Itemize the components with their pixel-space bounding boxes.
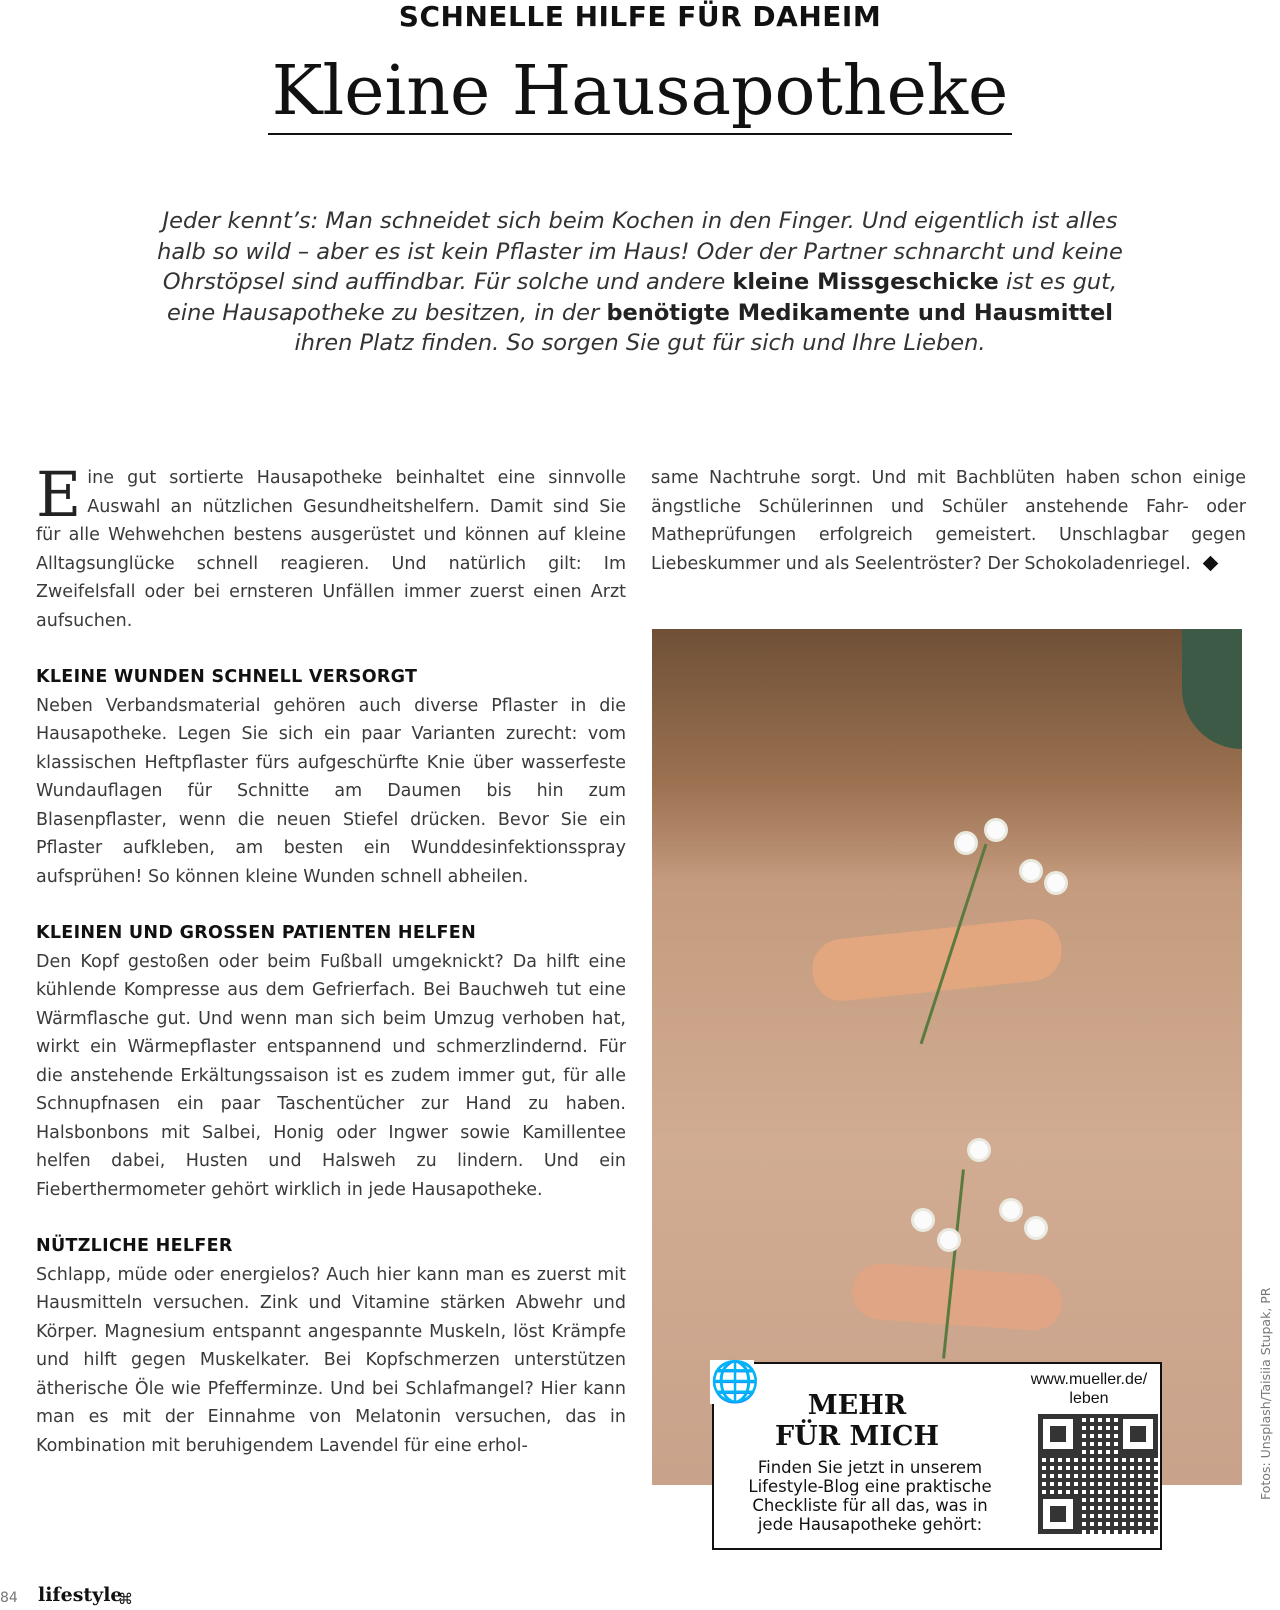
- lead-text: ine gut sortierte Hausapotheke beinhaltet eine sinnvolle Auswahl an nützlichen Gesundheitshelfern. Damit sind Sie für alle Wehwehchen bestens ausgerüstet und können auf kleine Alltagsunglücke schnell reagieren. Und natürlich gilt: Im Zweifelsfall oder bei ernsteren Unfällen immer zuerst einen Arzt aufsuchen.: [36, 468, 626, 631]
- blog-url-line: www.mueller.de/: [1030, 1371, 1148, 1388]
- section-text: Schlapp, müde oder energielos? Auch hier kann man es zuerst mit Hausmitteln versuchen. Zink und Vitamine stärken Abwehr und Körper. Magnesium entspannt angespannte Muskeln, löst Krämpfe und hilft gegen Muskelkater. Bei Kopfschmerzen unterstützen ätherische Öle wie Pfefferminze. Und bei Schlafmangel? Hier kann man es mit der Einnahme von Melatonin versuchen, das in Kombination mit beruhigendem Lavendel für eine erhol-: [36, 1264, 626, 1456]
- flower-stem: [942, 1169, 965, 1358]
- flower: [987, 821, 1005, 839]
- qr-finder: [1038, 1414, 1078, 1454]
- article-right-column: [651, 464, 1246, 578]
- photo-credit: Fotos: Unsplash/Taisiia Stupak, PR: [1258, 1287, 1273, 1500]
- intro-text-3: ihren Platz finden. So sorgen Sie gut für sich und Ihre Lieben.: [294, 330, 986, 356]
- section-heading: KLEINEN UND GROSSEN PATIENTEN HELFEN: [36, 923, 477, 943]
- continuation-text: same Nachtruhe sorgt. Und mit Bachblüten haben schon einige ängstliche Schülerinnen und Schüler anstehende Fahr- oder Matheprüfungen erfolgreich gemeistert. Unschlagbar gegen Liebeskummer und als Seelentröster? Der Schokoladenriegel.: [651, 468, 1246, 574]
- blog-link[interactable]: [1024, 1370, 1154, 1408]
- drop-cap: E: [36, 458, 82, 531]
- article-left-column: [36, 458, 626, 1460]
- section-heading: NÜTZLICHE HELFER: [36, 1236, 233, 1256]
- intro-paragraph: [150, 206, 1130, 359]
- footer-brand: lifestyle: [38, 1584, 123, 1606]
- lead-paragraph: [36, 458, 626, 635]
- back-with-plasters-photo: [652, 629, 1242, 1485]
- bow-icon: ⌘: [118, 1591, 133, 1608]
- flower: [1027, 1219, 1045, 1237]
- blog-url-line: leben: [1069, 1390, 1109, 1407]
- flower: [1022, 862, 1040, 880]
- intro-text-1: Jeder kennt’s: Man schneidet sich beim Kochen in den Finger. Und eigentlich ist alles halb so wild – aber es ist kein Pflaster im Haus! Oder der Partner schnarcht und keine Ohrstöpsel sind auffindbar. Für solche und andere: [157, 208, 1123, 295]
- plaster-lower: [850, 1262, 1063, 1333]
- flower: [940, 1231, 958, 1249]
- flower: [970, 1141, 988, 1159]
- globe-cursor-icon: 🌐: [710, 1360, 760, 1404]
- page-number: 84: [0, 1590, 18, 1606]
- flower: [957, 834, 975, 852]
- section-text: Den Kopf gestoßen oder beim Fußball umgeknickt? Da hilft eine kühlende Kompresse aus dem Gefrierfach. Bei Bauchweh tut eine Wärmflasche gut. Und wenn man sich beim Umzug verhoben hat, wirkt ein Wärmepflaster entspannend und schmerzlindernd. Für die anstehende Erkältungssaison ist es zudem immer gut, für alle Schnupfnasen ein paar Taschentücher zur Hand zu haben. Halsbonbons mit Salbei, Honig oder Ingwer sowie Kamillentee helfen dabei, Husten und Halsweh zu lindern. Und ein Fieberthermometer gehört wirklich in jede Hausapotheke.: [36, 951, 626, 1200]
- section-heading: KLEINE WUNDEN SCHNELL VERSORGT: [36, 667, 418, 687]
- box-title-line: FÜR MICH: [774, 1421, 940, 1452]
- flower: [1002, 1201, 1020, 1219]
- box-title-line: MEHR: [807, 1390, 907, 1421]
- end-mark-icon: [1202, 556, 1218, 572]
- flower: [1047, 874, 1065, 892]
- kicker: SCHNELLE HILFE FÜR DAHEIM: [398, 0, 882, 33]
- box-title: [772, 1390, 942, 1452]
- hair-area: [652, 629, 1242, 879]
- intro-text-2: ist es gut, eine Hausapotheke zu besitzen, in der: [167, 269, 1118, 326]
- qr-finder: [1038, 1494, 1078, 1534]
- intro-bold-1: kleine Missgeschicke: [732, 269, 999, 295]
- box-text: Finden Sie jetzt in unserem Lifestyle-Blog eine praktische Checkliste für all das, was in jede Hausapotheke gehört:: [748, 1458, 992, 1534]
- intro-bold-2: benötigte Medikamente und Hausmittel: [606, 299, 1113, 326]
- qr-finder: [1118, 1414, 1158, 1454]
- page-title: [0, 52, 1280, 131]
- section-text: Neben Verbandsmaterial gehören auch diverse Pflaster in die Hausapotheke. Legen Sie sich ein paar Varianten zurecht: vom klassischen Heftpflaster fürs aufgeschürfte Knie über wasserfeste Wundauflagen für Schnitte am Daumen bis hin zum Blasenpflaster, wenn die neuen Stiefel drücken. Bevor Sie ein Pflaster aufkleben, am besten ein Wunddesinfektionsspray aufsprühen! So können kleine Wunden schnell abheilen.: [36, 695, 626, 887]
- flower: [914, 1211, 932, 1229]
- continuation-paragraph: [651, 464, 1246, 578]
- qr-code[interactable]: [1038, 1414, 1158, 1534]
- page-title-text: Kleine Hausapotheke: [268, 52, 1013, 135]
- more-for-me-box: [712, 1362, 1162, 1550]
